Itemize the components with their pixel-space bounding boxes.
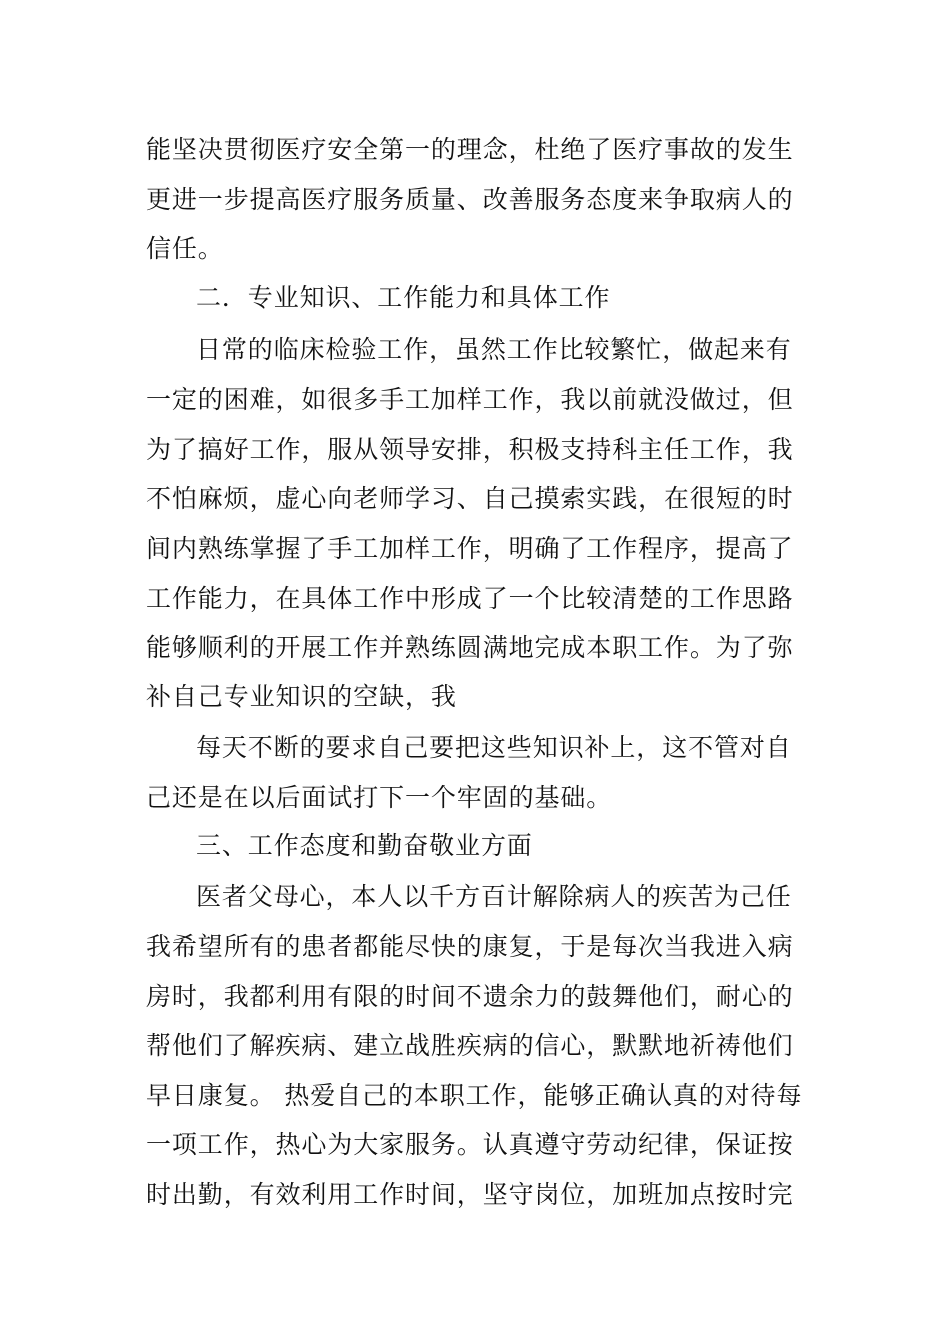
text-line: 我希望所有的患者都能尽快的康复，于是每次当我进入病 <box>146 932 794 961</box>
section-heading-2: 二．专业知识、工作能力和具体工作 <box>196 283 611 312</box>
text-line: 早日康复。 热爱自己的本职工作，能够正确认真的对待每 <box>146 1081 803 1110</box>
text-line: 信任。 <box>146 234 224 263</box>
text-line: 一项工作，热心为大家服务。认真遵守劳动纪律，保证按 <box>146 1130 794 1159</box>
text-line: 能够顺利的开展工作并熟练圆满地完成本职工作。为了弥 <box>146 633 794 662</box>
text-line: 工作能力，在具体工作中形成了一个比较清楚的工作思路 <box>146 584 794 613</box>
text-line: 不怕麻烦，虚心向老师学习、自己摸索实践，在很短的时 <box>146 484 794 513</box>
text-line: 间内熟练掌握了手工加样工作，明确了工作程序，提高了 <box>146 534 794 563</box>
text-line: 己还是在以后面试打下一个牢固的基础。 <box>146 783 613 812</box>
text-line: 帮他们了解疾病、建立战胜疾病的信心，默默地祈祷他们 <box>146 1031 794 1060</box>
text-line: 房时，我都利用有限的时间不遗余力的鼓舞他们，耐心的 <box>146 982 794 1011</box>
section-heading-3: 三、工作态度和勤奋敬业方面 <box>196 831 533 860</box>
text-line: 医者父母心，本人以千方百计解除病人的疾苦为己任 <box>196 882 792 911</box>
text-line: 时出勤，有效利用工作时间，坚守岗位，加班加点按时完 <box>146 1180 794 1209</box>
text-line: 每天不断的要求自己要把这些知识补上，这不管对自 <box>196 733 792 762</box>
text-line: 日常的临床检验工作，虽然工作比较繁忙，做起来有 <box>196 335 792 364</box>
text-line: 补自己专业知识的空缺，我 <box>146 682 457 711</box>
text-line: 为了搞好工作，服从领导安排，积极支持科主任工作，我 <box>146 435 794 464</box>
text-line: 更进一步提高医疗服务质量、改善服务态度来争取病人的 <box>146 185 794 214</box>
text-line: 一定的困难，如很多手工加样工作，我以前就没做过，但 <box>146 385 794 414</box>
text-line: 能坚决贯彻医疗安全第一的理念，杜绝了医疗事故的发生 <box>146 135 794 164</box>
